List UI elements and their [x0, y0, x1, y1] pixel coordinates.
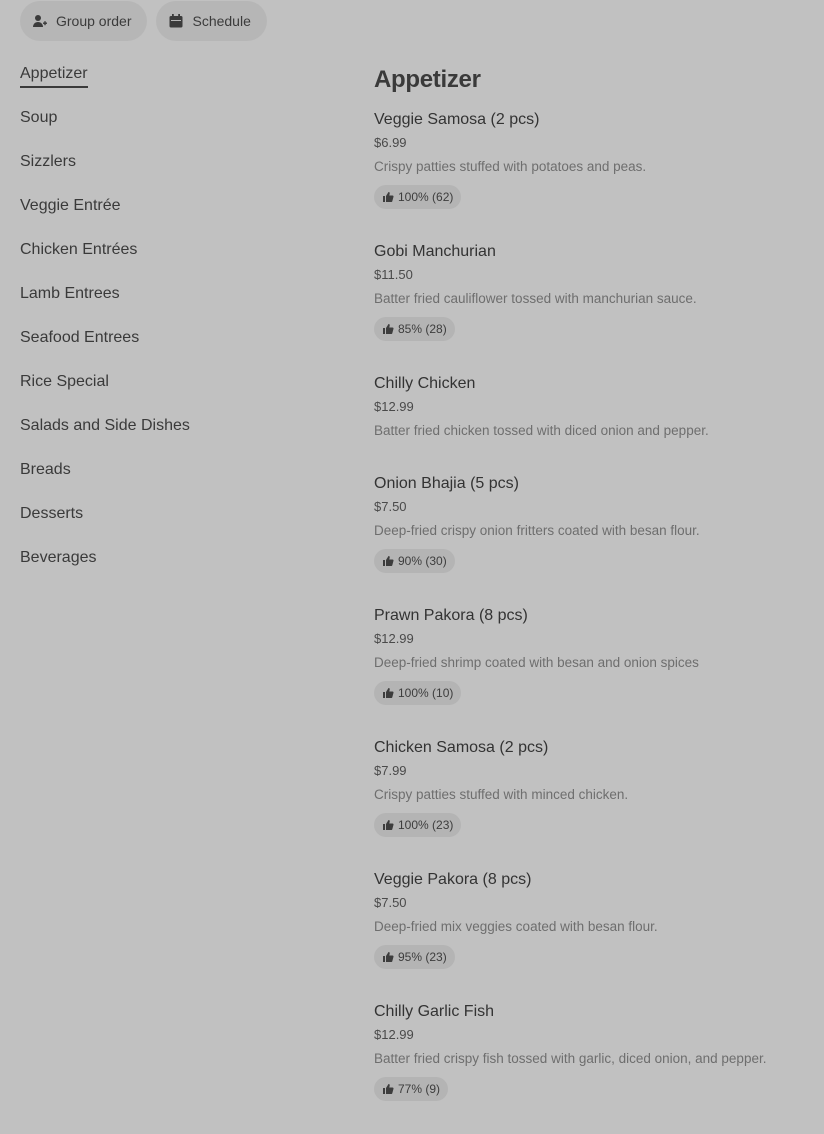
rating-badge	[374, 185, 461, 209]
sidebar-item-label: Veggie Entrée	[20, 197, 121, 214]
rating-text: 85% (28)	[398, 322, 447, 336]
group-order-label: Group order	[56, 13, 132, 29]
category-sidebar	[20, 64, 320, 592]
sidebar-item-label: Appetizer	[20, 64, 88, 88]
menu-item-name: Onion Bhajia (5 pcs)	[374, 475, 519, 492]
rating-badge	[374, 945, 455, 969]
menu-item-description: Deep-fried crispy onion fritters coated with besan flour.	[374, 523, 700, 538]
sidebar-item-label: Desserts	[20, 505, 84, 522]
rating-text: 100% (10)	[398, 686, 454, 700]
sidebar-item-label: Lamb Entrees	[20, 285, 120, 302]
menu-item-description: Batter fried chicken tossed with diced onion and pepper.	[374, 423, 709, 438]
menu-item-name: Chilly Garlic Fish	[374, 1003, 495, 1020]
sidebar-item-desserts[interactable]	[20, 504, 320, 548]
rating-badge	[374, 317, 455, 341]
menu-item[interactable]	[374, 242, 814, 374]
menu-item-name: Veggie Pakora (8 pcs)	[374, 871, 532, 888]
sidebar-item-label: Salads and Side Dishes	[20, 417, 190, 434]
menu-item[interactable]	[374, 870, 814, 1002]
sidebar-item-veggie-entree[interactable]	[20, 196, 320, 240]
menu-item[interactable]	[374, 1002, 814, 1134]
group-order-button[interactable]	[20, 1, 147, 41]
top-action-bar	[20, 1, 267, 41]
menu-item-name: Prawn Pakora (8 pcs)	[374, 607, 528, 624]
menu-item[interactable]	[374, 606, 814, 738]
thumbs-up-icon	[382, 951, 394, 963]
thumbs-up-icon	[382, 819, 394, 831]
thumbs-up-icon	[382, 191, 394, 203]
rating-badge	[374, 1077, 448, 1101]
menu-item[interactable]	[374, 110, 814, 242]
menu-item-name: Chilly Chicken	[374, 375, 476, 392]
menu-item-description: Deep-fried mix veggies coated with besan flour.	[374, 919, 658, 934]
sidebar-item-rice-special[interactable]	[20, 372, 320, 416]
sidebar-item-label: Rice Special	[20, 373, 109, 390]
menu-item[interactable]	[374, 738, 814, 870]
menu-item-name: Chicken Samosa (2 pcs)	[374, 739, 549, 756]
menu-item[interactable]	[374, 474, 814, 606]
thumbs-up-icon	[382, 687, 394, 699]
sidebar-item-label: Seafood Entrees	[20, 329, 140, 346]
person-add-icon	[32, 13, 48, 29]
sidebar-item-chicken-entrees[interactable]	[20, 240, 320, 284]
menu-item-description: Deep-fried shrimp coated with besan and onion spices	[374, 655, 699, 670]
menu-item-price: $6.99	[374, 135, 407, 150]
menu-item-description: Batter fried cauliflower tossed with manchurian sauce.	[374, 291, 697, 306]
sidebar-item-label: Soup	[20, 109, 58, 126]
sidebar-item-label: Sizzlers	[20, 153, 77, 170]
menu-item-description: Batter fried crispy fish tossed with garlic, diced onion, and pepper.	[374, 1051, 767, 1066]
sidebar-item-soup[interactable]	[20, 108, 320, 152]
menu-item-name: Gobi Manchurian	[374, 243, 496, 260]
menu-item-price: $7.99	[374, 763, 407, 778]
menu-item-name: Veggie Samosa (2 pcs)	[374, 111, 540, 128]
menu-item-price: $11.50	[374, 267, 413, 282]
menu-item-price: $7.50	[374, 499, 407, 514]
calendar-icon	[168, 13, 184, 29]
rating-badge	[374, 813, 461, 837]
rating-text: 100% (62)	[398, 190, 454, 204]
sidebar-item-lamb-entrees[interactable]	[20, 284, 320, 328]
sidebar-item-appetizer[interactable]	[20, 64, 320, 108]
menu-item-description: Crispy patties stuffed with potatoes and peas.	[374, 159, 647, 174]
sidebar-item-sizzlers[interactable]	[20, 152, 320, 196]
sidebar-item-breads[interactable]	[20, 460, 320, 504]
sidebar-item-beverages[interactable]	[20, 548, 320, 592]
sidebar-item-label: Chicken Entrées	[20, 241, 138, 258]
menu-item-list	[374, 110, 814, 1134]
sidebar-item-seafood-entrees[interactable]	[20, 328, 320, 372]
thumbs-up-icon	[382, 1083, 394, 1095]
schedule-button[interactable]	[156, 1, 266, 41]
rating-text: 77% (9)	[398, 1082, 441, 1096]
menu-item-price: $12.99	[374, 399, 414, 414]
menu-section	[374, 66, 814, 1134]
menu-item-price: $12.99	[374, 631, 414, 646]
rating-badge	[374, 681, 461, 705]
section-title: Appetizer	[374, 66, 481, 93]
thumbs-up-icon	[382, 555, 394, 567]
menu-item-description: Crispy patties stuffed with minced chicken.	[374, 787, 629, 802]
rating-text: 100% (23)	[398, 818, 454, 832]
menu-item-price: $12.99	[374, 1027, 414, 1042]
menu-item-price: $7.50	[374, 895, 407, 910]
sidebar-item-salads-side-dishes[interactable]	[20, 416, 320, 460]
thumbs-up-icon	[382, 323, 394, 335]
sidebar-item-label: Beverages	[20, 549, 97, 566]
rating-text: 95% (23)	[398, 950, 447, 964]
rating-text: 90% (30)	[398, 554, 447, 568]
schedule-label: Schedule	[192, 13, 251, 29]
rating-badge	[374, 549, 455, 573]
sidebar-item-label: Breads	[20, 461, 71, 478]
menu-item[interactable]	[374, 374, 814, 474]
